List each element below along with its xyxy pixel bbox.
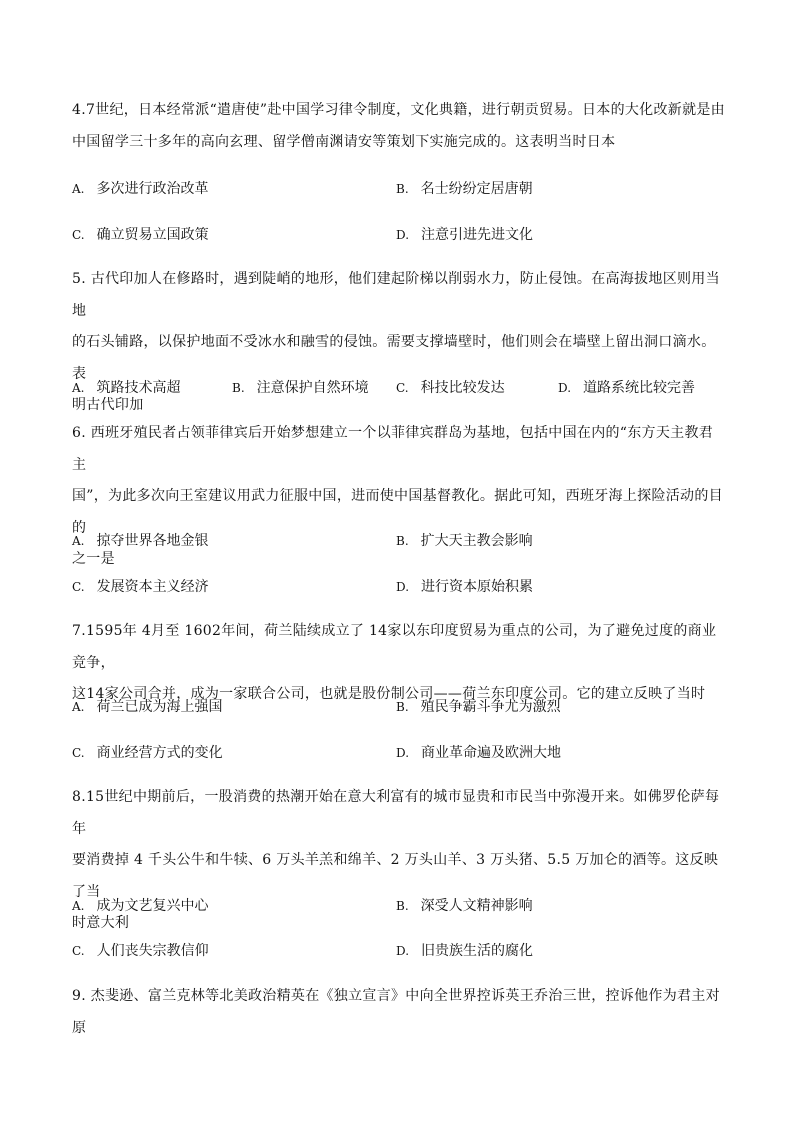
question-7-options-row-1 bbox=[72, 696, 727, 718]
option-c[interactable]: C. 人们丧失宗教信仰 bbox=[72, 943, 209, 959]
option-d[interactable]: D. 旧贵族生活的腐化 bbox=[396, 943, 534, 959]
question-8-options-row-1 bbox=[72, 895, 727, 917]
stem-line: 之一是 bbox=[72, 551, 115, 567]
stem-line: 国”，为此多次向王室建议用武力征服中国，进而使中国基督教化。据此可知，西班牙海上探险活动的目的 bbox=[72, 488, 723, 536]
stem-line: 8.15世纪中期前后，一股消费的热潮开始在意大利富有的城市显贵和市民当中弥漫开来。如佛罗伦萨每年 bbox=[72, 789, 720, 837]
question-4-options-row-1 bbox=[72, 178, 727, 200]
stem-line: 时意大利 bbox=[72, 915, 130, 931]
stem-line: 要消费掉 4 千头公牛和牛犊、6 万头羊羔和绵羊、2 万头山羊、3 万头猪、5.5 万加仑的酒等。这反映了当 bbox=[72, 852, 719, 900]
option-d[interactable]: D. 道路系统比较完善 bbox=[558, 380, 696, 396]
stem-line: 4.7世纪，日本经常派“遣唐使”赴中国学习律令制度，文化典籍，进行朝贡贸易。日本的大化改新就是由 bbox=[72, 102, 725, 118]
option-d[interactable]: D. 商业革命遍及欧洲大地 bbox=[396, 745, 562, 761]
option-c[interactable]: C. 商业经营方式的变化 bbox=[72, 745, 223, 761]
option-a[interactable]: A. 掠夺世界各地金银 bbox=[72, 533, 209, 549]
option-b[interactable]: B. 扩大天主教会影响 bbox=[396, 533, 533, 549]
question-6-options-row-2 bbox=[72, 576, 727, 598]
stem-line: 的石头铺路，以保护地面不受冰水和融雪的侵蚀。需要支撑墙壁时，他们则会在墙壁上留出洞口滴水。表 bbox=[72, 334, 716, 382]
stem-line: 这14家公司合并，成为一家联合公司，也就是股份制公司——荷兰东印度公司。它的建立反映了当时 bbox=[72, 686, 706, 702]
option-b[interactable]: B. 殖民争霸斗争尤为激烈 bbox=[396, 699, 561, 715]
option-a[interactable]: A. 多次进行政治改革 bbox=[72, 181, 209, 197]
option-c[interactable]: C. 科技比较发达 bbox=[396, 380, 505, 396]
stem-line: 6. 西班牙殖民者占领菲律宾后开始梦想建立一个以菲律宾群岛为基地，包括中国在内的“东方天主教君主 bbox=[72, 425, 714, 473]
option-b[interactable]: B. 注意保护自然环境 bbox=[232, 380, 369, 396]
option-c[interactable]: C. 发展资本主义经济 bbox=[72, 579, 209, 595]
question-6-options-row-1 bbox=[72, 530, 727, 552]
option-a[interactable]: A. 成为文艺复兴中心 bbox=[72, 898, 209, 914]
question-9-stem bbox=[72, 981, 727, 1044]
question-8-options-row-2 bbox=[72, 940, 727, 962]
option-c[interactable]: C. 确立贸易立国政策 bbox=[72, 227, 209, 243]
option-b[interactable]: B. 名士纷纷定居唐朝 bbox=[396, 181, 533, 197]
option-a[interactable]: A. 荷兰已成为海上强国 bbox=[72, 699, 223, 715]
option-a[interactable]: A. 筑路技术高超 bbox=[72, 380, 181, 396]
stem-line: 7.1595年 4月至 1602年间，荷兰陆续成立了 14家以东印度贸易为重点的公司，为了避免过度的商业竞争， bbox=[72, 623, 717, 671]
question-5-options-row bbox=[72, 377, 727, 399]
option-d[interactable]: D. 进行资本原始积累 bbox=[396, 579, 534, 595]
stem-line: 5. 古代印加人在修路时，遇到陡峭的地形，他们建起阶梯以削弱水力，防止侵蚀。在高海拔地区则用当地 bbox=[72, 271, 720, 319]
question-4-stem bbox=[72, 95, 727, 158]
option-d[interactable]: D. 注意引进先进文化 bbox=[396, 227, 534, 243]
stem-line: 明古代印加 bbox=[72, 397, 144, 413]
stem-line: 9. 杰斐逊、富兰克林等北美政治精英在《独立宣言》中向全世界控诉英王乔治三世，控诉他作为君主对原 bbox=[72, 988, 720, 1036]
stem-line: 中国留学三十多年的高向玄理、留学僧南渊请安等策划下实施完成的。这表明当时日本 bbox=[72, 133, 616, 150]
question-7-options-row-2 bbox=[72, 742, 727, 764]
question-4-options-row-2 bbox=[72, 224, 727, 246]
option-b[interactable]: B. 深受人文精神影响 bbox=[396, 898, 533, 914]
